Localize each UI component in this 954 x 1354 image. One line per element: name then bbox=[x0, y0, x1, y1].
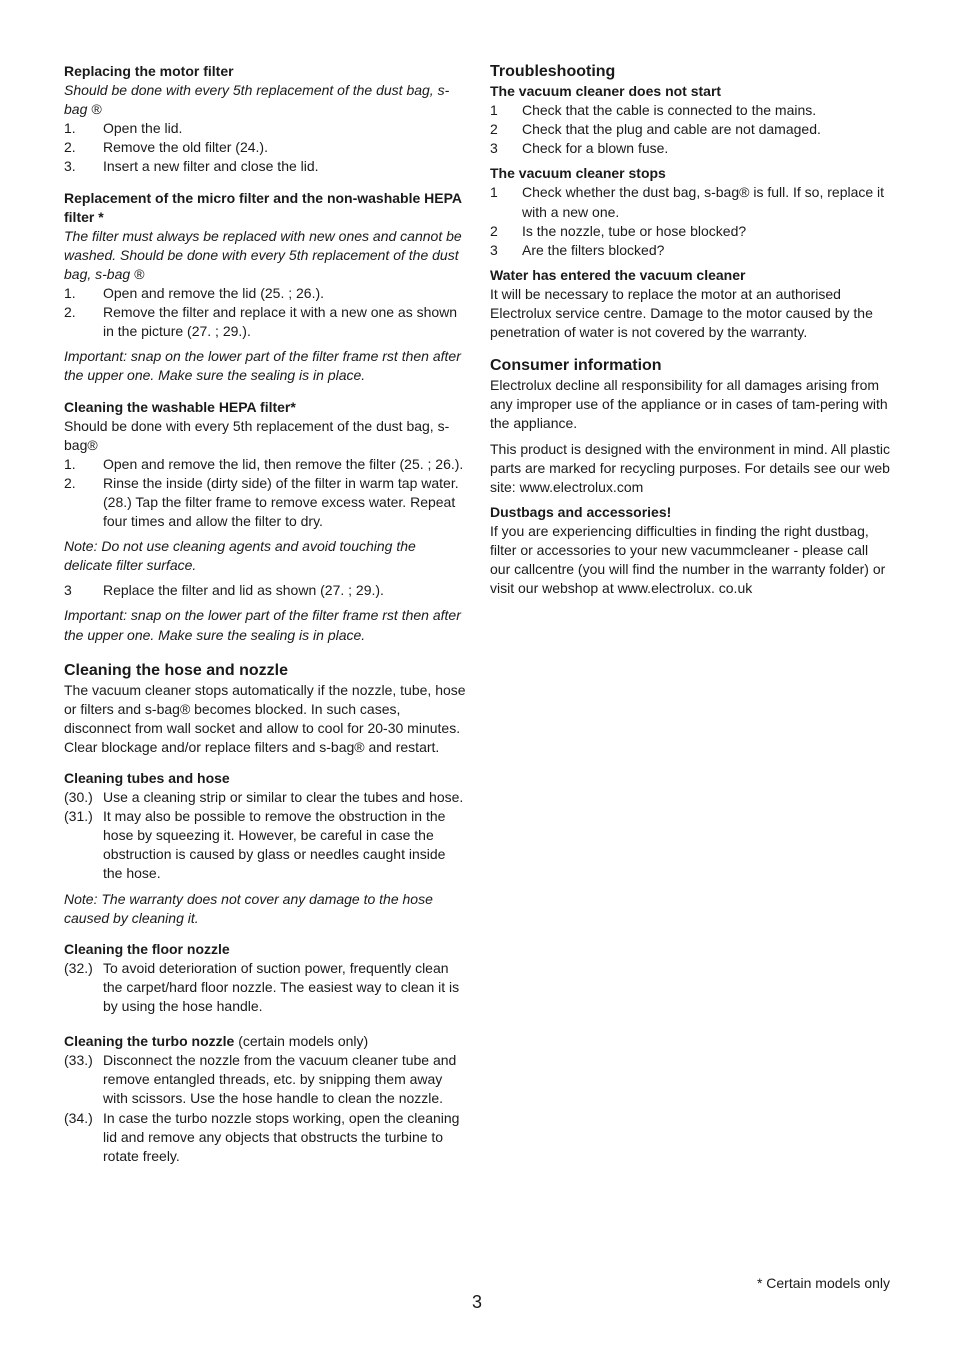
dustbags-heading: Dustbags and accessories! bbox=[490, 503, 672, 520]
list-item: 1. Open the lid. bbox=[64, 120, 183, 137]
list-item: 1 Check whether the dust bag, s-bag® is full. If so, replace it with a new one. bbox=[490, 184, 885, 220]
consumer-info-heading: Consumer information bbox=[490, 357, 662, 375]
page-number: 3 bbox=[471, 1292, 482, 1312]
troubleshooting-heading: Troubleshooting bbox=[490, 63, 616, 80]
list-item: (31.) It may also be possible to remove the obstruction in the hose by squeezing it. However, be careful in case the obstruction is caused by glass or needles caught inside the hose. bbox=[64, 808, 446, 882]
list-item: 1 Check that the cable is connected to the mains. bbox=[490, 102, 817, 119]
list-item: (30.) Use a cleaning strip or similar to clear the tubes and hose. bbox=[64, 789, 464, 806]
footnote: * Certain models only bbox=[756, 1275, 890, 1291]
list-item: (32.) To avoid deterioration of suction power, frequently clean the carpet/hard floor nozzle. The easiest way to clean it is by using the hose handle. bbox=[64, 959, 460, 1015]
micro-filter-heading: Replacement of the micro filter and the non-washable HEPA filter * bbox=[64, 189, 462, 225]
stops-heading: The vacuum cleaner stops bbox=[490, 165, 666, 182]
left-column bbox=[64, 62, 466, 1166]
list-item: (33.) Disconnect the nozzle from the vacuum cleaner tube and remove entangled threads, etc. by snipping them away with scissors. Use the hose handle to clean the nozzle. bbox=[64, 1052, 457, 1107]
water-heading: Water has entered the vacuum cleaner bbox=[490, 266, 746, 283]
list-item: 2. Rinse the inside (dirty side) of the filter in warm tap water. (28.) Tap the filter frame to remove excess water. Repeat four times and allow the filter to dry. bbox=[64, 474, 459, 530]
washable-hepa-note: Note: Do not use cleaning agents and avoid touching the delicate filter surface. bbox=[64, 538, 416, 574]
micro-filter-important: Important: snap on the lower part of the filter frame rst then after the upper one. Make sure the sealing is in place. bbox=[64, 348, 461, 384]
list-item: 3 Are the filters blocked? bbox=[490, 241, 665, 258]
list-item: 2. Remove the old filter (24.). bbox=[64, 139, 268, 156]
water-text: It will be necessary to replace the motor at an authorised Electrolux service centre. Damage to the motor caused by the penetration of water is not covered by the warranty. bbox=[490, 285, 873, 341]
environment-text: This product is designed with the environment in mind. All plastic parts are marked for recycling purposes. For details see our web site: www.electrolux.com bbox=[490, 440, 890, 495]
list-item: 3 Replace the filter and lid as shown (27. ; 29.). bbox=[64, 582, 384, 599]
right-column bbox=[490, 62, 890, 598]
list-item: 2 Is the nozzle, tube or hose blocked? bbox=[490, 222, 747, 239]
tubes-hose-heading: Cleaning tubes and hose bbox=[64, 770, 230, 786]
motor-filter-heading: Replacing the motor filter bbox=[64, 63, 234, 79]
list-item: 1. Open and remove the lid, then remove the filter (25. ; 26.). bbox=[64, 455, 464, 472]
motor-filter-note: Should be done with every 5th replacement of the dust bag, s-bag ® bbox=[64, 82, 450, 118]
turbo-nozzle-heading: Cleaning the turbo nozzle (certain models only) bbox=[64, 1033, 369, 1050]
list-item: 1. Open and remove the lid (25. ; 26.). bbox=[64, 285, 325, 302]
dustbags-text: If you are experiencing difficulties in finding the right dustbag, filter or accessories to your new vacummcleaner - please call our callcentre (you will find the number in the warranty folder) or visit our webshop at www.electrolux. co.uk bbox=[490, 522, 886, 597]
consumer-info-text: Electrolux decline all responsibility for all damages arising from any improper use of the appliance or in cases of tam-pering with the appliance. bbox=[490, 377, 888, 432]
list-item: 3 Check for a blown fuse. bbox=[490, 140, 669, 157]
list-item: (34.) In case the turbo nozzle stops working, open the cleaning lid and remove any objects that obstructs the turbine to rotate freely. bbox=[64, 1109, 460, 1164]
tubes-hose-note: Note: The warranty does not cover any damage to the hose caused by cleaning it. bbox=[64, 890, 433, 926]
floor-nozzle-heading: Cleaning the floor nozzle bbox=[64, 940, 230, 957]
washable-hepa-important: Important: snap on the lower part of the filter frame rst then after the upper one. Make sure the sealing is in place. bbox=[64, 607, 461, 643]
hose-nozzle-heading: Cleaning the hose and nozzle bbox=[64, 661, 289, 679]
washable-hepa-heading: Cleaning the washable HEPA filter* bbox=[64, 398, 296, 415]
list-item: 2. Remove the filter and replace it with a new one as shown in the picture (27. ; 29.). bbox=[64, 304, 458, 340]
micro-filter-note: The filter must always be replaced with new ones and cannot be washed. Should be done with every 5th replacement of the dust bag, s-bag ® bbox=[64, 227, 462, 282]
does-not-start-heading: The vacuum cleaner does not start bbox=[490, 83, 722, 99]
hose-nozzle-text: The vacuum cleaner stops automatically if the nozzle, tube, hose or filters and s-bag® becomes blocked. In such cases, disconnect from wall socket and allow to cool for 20-30 minutes. Clear blockage and/or replace filters and s-bag® and restart. bbox=[64, 681, 466, 755]
washable-hepa-text: Should be done with every 5th replacement of the dust bag, s-bag® bbox=[64, 417, 450, 453]
list-item: 2 Check that the plug and cable are not damaged. bbox=[490, 121, 821, 138]
list-item: 3. Insert a new filter and close the lid. bbox=[64, 158, 319, 175]
